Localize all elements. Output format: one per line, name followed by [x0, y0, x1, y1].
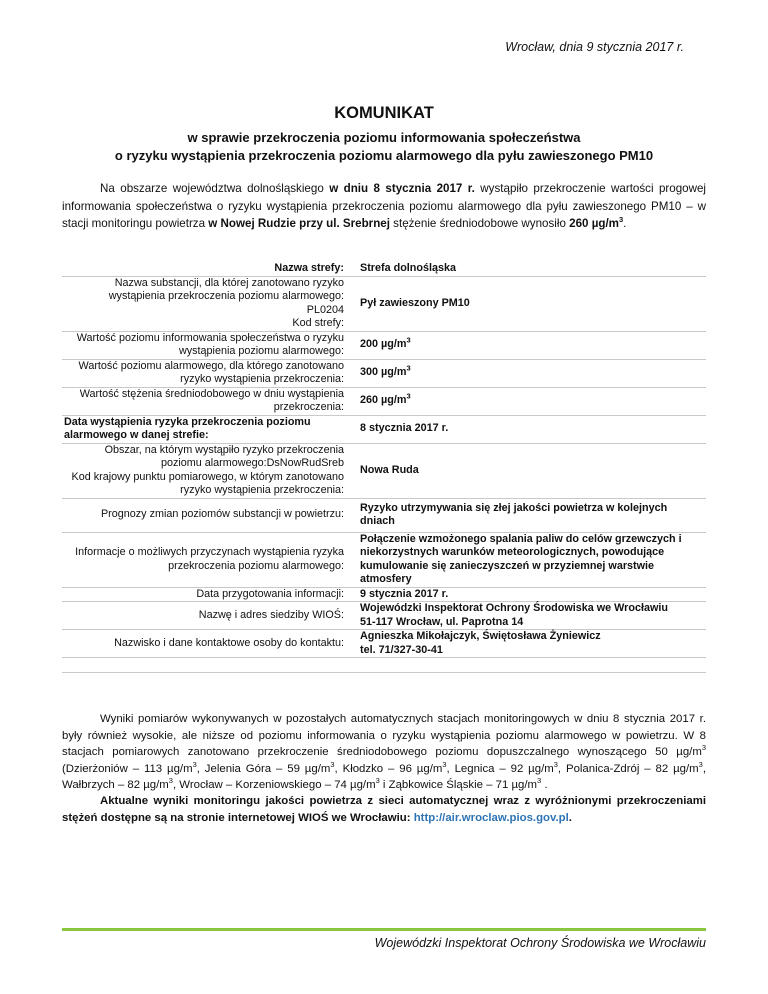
date-label: Data wystąpienia ryzyka przekroczenia poziomu alarmowego w danej strefie:	[64, 415, 311, 441]
intro-concentration	[569, 217, 623, 230]
row-alarm-level	[62, 359, 706, 387]
intro-paragraph	[62, 180, 706, 233]
results-text-7: , Wałbrzych – 82 µg/m	[62, 762, 706, 791]
row-forecast	[62, 498, 706, 532]
prep-date-value: 9 stycznia 2017 r.	[360, 587, 449, 600]
substance-value: Pył zawieszony PM10	[360, 296, 470, 309]
results-text-9: i Ząbkowice Śląskie – 71 µg/m	[379, 779, 538, 791]
results-sup: 3	[701, 743, 706, 753]
results-paragraph	[62, 711, 706, 794]
info-level-value: 200 µg/m	[360, 338, 407, 351]
zone-label: Nazwa strefy:	[274, 262, 344, 274]
document-subtitle	[60, 129, 708, 165]
results-sup: 3	[375, 776, 380, 786]
alarm-level-label: Wartość poziomu alarmowego, dla którego zanotowano ryzyko wystąpienia przekroczenia:	[78, 359, 344, 385]
intro-date: w dniu 8 stycznia 2017 r.	[329, 182, 475, 195]
results-text-8: , Wrocław – Korzeniowskiego – 74 µg/m	[172, 779, 376, 791]
intro-text-1: Na obszarze województwa dolnośląskiego	[100, 182, 330, 195]
intro-station: w Nowej Rudzie przy ul. Srebrnej	[208, 217, 390, 230]
results-text-10: .	[541, 779, 548, 791]
average-sup: 3	[406, 391, 411, 401]
alarm-level-value: 300 µg/m	[360, 366, 407, 379]
row-office	[62, 602, 706, 630]
area-label: Obszar, na którym wystąpiło ryzyko przekroczenia poziomu alarmowego:DsNowRudSreb	[104, 443, 344, 469]
office-value-cell	[352, 602, 706, 630]
area-label-cell	[62, 443, 352, 498]
intro-text-3: stężenie średniodobowe wynosiło	[389, 217, 570, 230]
zone-code-label: Kod strefy:	[292, 317, 344, 329]
results-text-4: , Kłodzko – 96 µg/m	[334, 762, 443, 775]
document-title: KOMUNIKAT	[334, 104, 434, 122]
row-zone	[62, 262, 706, 276]
prep-date-label: Data przygotowania informacji:	[196, 587, 344, 600]
office-label: Nazwę i adres siedziby WIOŚ:	[198, 608, 344, 621]
info-level-label: Wartość poziomu informowania społeczeństwa o ryzyku wystąpienia poziomu alarmowego:	[76, 331, 344, 357]
average-value: 260 µg/m	[360, 394, 407, 407]
results-sup: 3	[698, 759, 703, 769]
row-date	[62, 415, 706, 443]
office-name: Wojewódzki Inspektorat Ochrony Środowiska we Wrocławiu	[360, 602, 668, 614]
info-level-sup: 3	[406, 335, 411, 345]
footer-text: Wojewódzki Inspektorat Ochrony Środowiska we Wrocławiu	[374, 936, 706, 950]
forecast-value: Ryzyko utrzymywania się złej jakości powietrza w kolejnych dniach	[360, 501, 668, 527]
results-text-2: (Dzierżoniów – 113 µg/m	[62, 762, 193, 775]
row-substance	[62, 276, 706, 331]
row-causes	[62, 532, 706, 587]
alarm-level-sup: 3	[406, 363, 411, 373]
results-sup: 3	[442, 759, 447, 769]
document-date: Wrocław, dnia 9 stycznia 2017 r.	[505, 40, 684, 54]
results-text-3: , Jelenia Góra – 59 µg/m	[196, 762, 331, 775]
results-sup: 3	[553, 759, 558, 769]
average-label: Wartość stężenia średniodobowego w dniu wystąpienia przekroczenia:	[79, 387, 344, 413]
info-table	[62, 262, 706, 673]
intro-concentration-sup: 3	[618, 215, 624, 225]
results-sup: 3	[537, 776, 542, 786]
row-prep-date	[62, 587, 706, 602]
results-text-1: Wyniki pomiarów wykonywanych w pozostałych automatycznych stacjach monitoringowych w dniu 8 stycznia 2017 r. były również wysokie, ale niższe od poziomu informowania o ryzyku wystąpienia poziomu alarmowego w powietrzu. W 8 stacjach pomiarowych zanotowano przekroczenie średniodobowego poziomu dopuszczalnego wynoszącego 50 µg/m	[62, 713, 706, 758]
row-area	[62, 443, 706, 498]
results-bold-text: Aktualne wyniki monitoringu jakości powietrza z sieci automatycznej wraz z wyróżnionymi przekroczeniami stężeń dostępne są na stronie internetowej WIOŚ we Wrocławiu:	[62, 795, 706, 824]
substance-label-cell	[62, 276, 352, 331]
results-sup: 3	[330, 759, 335, 769]
zone-value: Strefa dolnośląska	[360, 262, 457, 274]
subtitle-line-2: o ryzyku wystąpienia przekroczenia poziomu alarmowego dla pyłu zawieszonego PM10	[114, 148, 654, 163]
intro-concentration-value: 260 µg/m	[569, 217, 619, 230]
office-address: 51-117 Wrocław, ul. Paprotna 14	[360, 615, 524, 628]
results-text-6: , Polanica-Zdrój – 82 µg/m	[557, 762, 699, 775]
causes-label: Informacje o możliwych przyczynach wystąpienia ryzyka przekroczenia poziomu alarmowego:	[75, 546, 344, 572]
substance-label: Nazwa substancji, dla której zanotowano ryzyko wystąpienia przekroczenia poziomu alarmowego:	[108, 276, 344, 302]
empty-right-cell	[352, 658, 706, 673]
alarm-level-value-cell	[352, 359, 706, 387]
subtitle-line-1: w sprawie przekroczenia poziomu informowania społeczeństwa	[187, 130, 581, 145]
row-average	[62, 387, 706, 415]
forecast-label: Prognozy zmian poziomów substancji w powietrzu:	[100, 508, 344, 521]
results-sup: 3	[168, 776, 173, 786]
date-value: 8 stycznia 2017 r.	[360, 422, 449, 435]
wios-link[interactable]: http://air.wroclaw.pios.gov.pl	[413, 811, 569, 824]
zone-code-value: PL0204	[306, 303, 344, 316]
footer-divider	[62, 928, 706, 931]
contact-names: Agnieszka Mikołajczyk, Świętosława Żyniewicz	[360, 630, 601, 642]
causes-value: Połączenie wzmożonego spalania paliw do celów grzewczych i niekorzystnych warunków meteorologicznych, powodujące kumulowanie się zanieczyszczeń w przyziemnej warstwie atmosfery	[360, 532, 682, 585]
intro-text-2: wystąpiło przekroczenie wartości progowej informowania społeczeństwa o ryzyku wystąpienia przekroczenia poziomu alarmowego dla pyłu zawieszonego PM10 – w stacji monitoringu powietrza	[62, 182, 706, 230]
station-label: Kod krajowy punktu pomiarowego, w którym zanotowano ryzyko wystąpienia przekroczenia:	[71, 470, 344, 496]
contact-value-cell	[352, 630, 706, 658]
results-text-5: , Legnica – 92 µg/m	[446, 762, 554, 775]
row-info-level	[62, 331, 706, 359]
results-sup: 3	[192, 759, 197, 769]
info-level-value-cell	[352, 331, 706, 359]
row-empty	[62, 658, 706, 673]
empty-left-cell	[62, 658, 352, 673]
area-value: Nowa Ruda	[360, 463, 419, 476]
contact-label: Nazwisko i dane kontaktowe osoby do kontaktu:	[114, 636, 344, 649]
contact-phone: tel. 71/327-30-41	[360, 643, 443, 656]
row-contact	[62, 630, 706, 658]
average-value-cell	[352, 387, 706, 415]
results-bold-end: .	[568, 811, 572, 824]
intro-text-4: .	[623, 217, 627, 230]
results-bold-paragraph	[62, 793, 706, 826]
